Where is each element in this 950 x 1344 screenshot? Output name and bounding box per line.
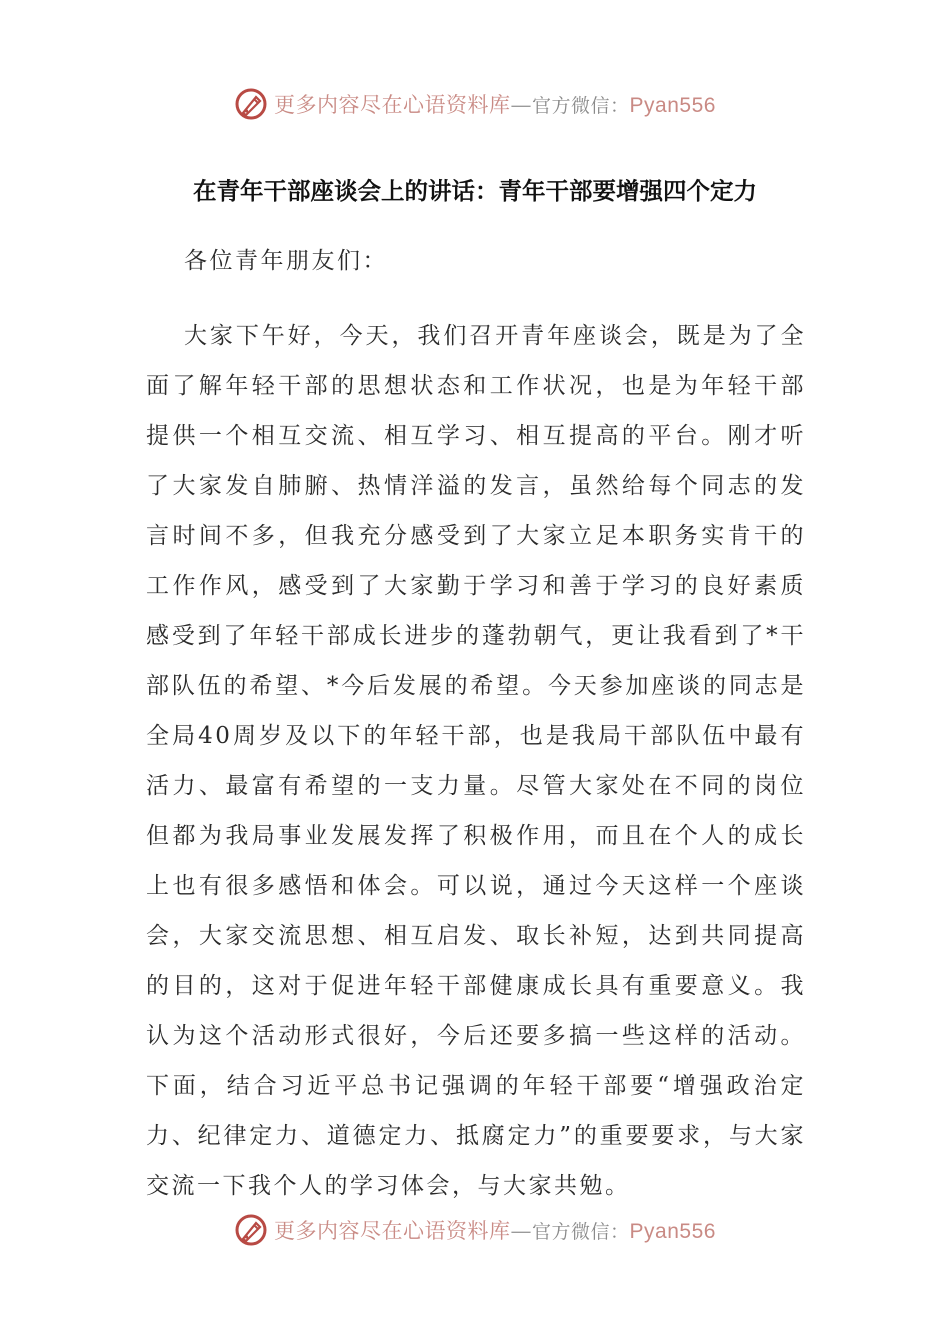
watermark-separator: — [510, 1219, 533, 1243]
watermark-wechat-id: Pyan556 [629, 94, 716, 117]
footer-watermark [0, 1210, 950, 1250]
watermark-separator: — [510, 93, 533, 117]
watermark-wechat-id: Pyan556 [629, 1220, 716, 1243]
greeting: 各位青年朋友们： [184, 248, 388, 274]
pen-nib-logo-icon [234, 1213, 268, 1247]
pen-nib-logo-icon [234, 87, 268, 121]
document-title: 在青年干部座谈会上的讲话：青年干部要增强四个定力 [193, 177, 757, 205]
watermark-text [274, 1215, 716, 1245]
watermark-text [274, 89, 716, 119]
document-body [146, 236, 806, 1211]
body-paragraph: 大家下午好，今天，我们召开青年座谈会，既是为了全面了解年轻干部的思想状态和工作状况，也是为年轻干部提供一个相互交流、相互学习、相互提高的平台。刚才听了大家发自肺腑、热情洋溢的发言，虽然给每个同志的发言时间不多，但我充分感受到了大家立足本职务实肯干的工作作风，感受到了大家勤于学习和善于学习的良好素质感受到了年轻干部成长进步的蓬勃朝气，更让我看到了*干部队伍的希望、*今后发展的希望。今天参加座谈的同志是全局40周岁及以下的年轻干部，也是我局干部队伍中最有活力、最富有希望的一支力量。尽管大家处在不同的岗位但都为我局事业发展发挥了积极作用，而且在个人的成长上也有很多感悟和体会。可以说，通过今天这样一个座谈会，大家交流思想、相互启发、取长补短，达到共同提高的目的，这对于促进年轻干部健康成长具有重要意义。我认为这个活动形式很好，今后还要多搞一些这样的活动。下面，结合习近平总书记强调的年轻干部要“增强政治定力、纪律定力、道德定力、抵腐定力”的重要要求，与大家交流一下我个人的学习体会，与大家共勉。 [146, 323, 806, 1199]
watermark-official-label: 官方微信： [532, 95, 630, 117]
watermark-site-text: 更多内容尽在心语资料库 [274, 1219, 511, 1243]
watermark-official-label: 官方微信： [532, 1221, 630, 1243]
header-watermark [0, 84, 950, 124]
watermark-site-text: 更多内容尽在心语资料库 [274, 93, 511, 117]
